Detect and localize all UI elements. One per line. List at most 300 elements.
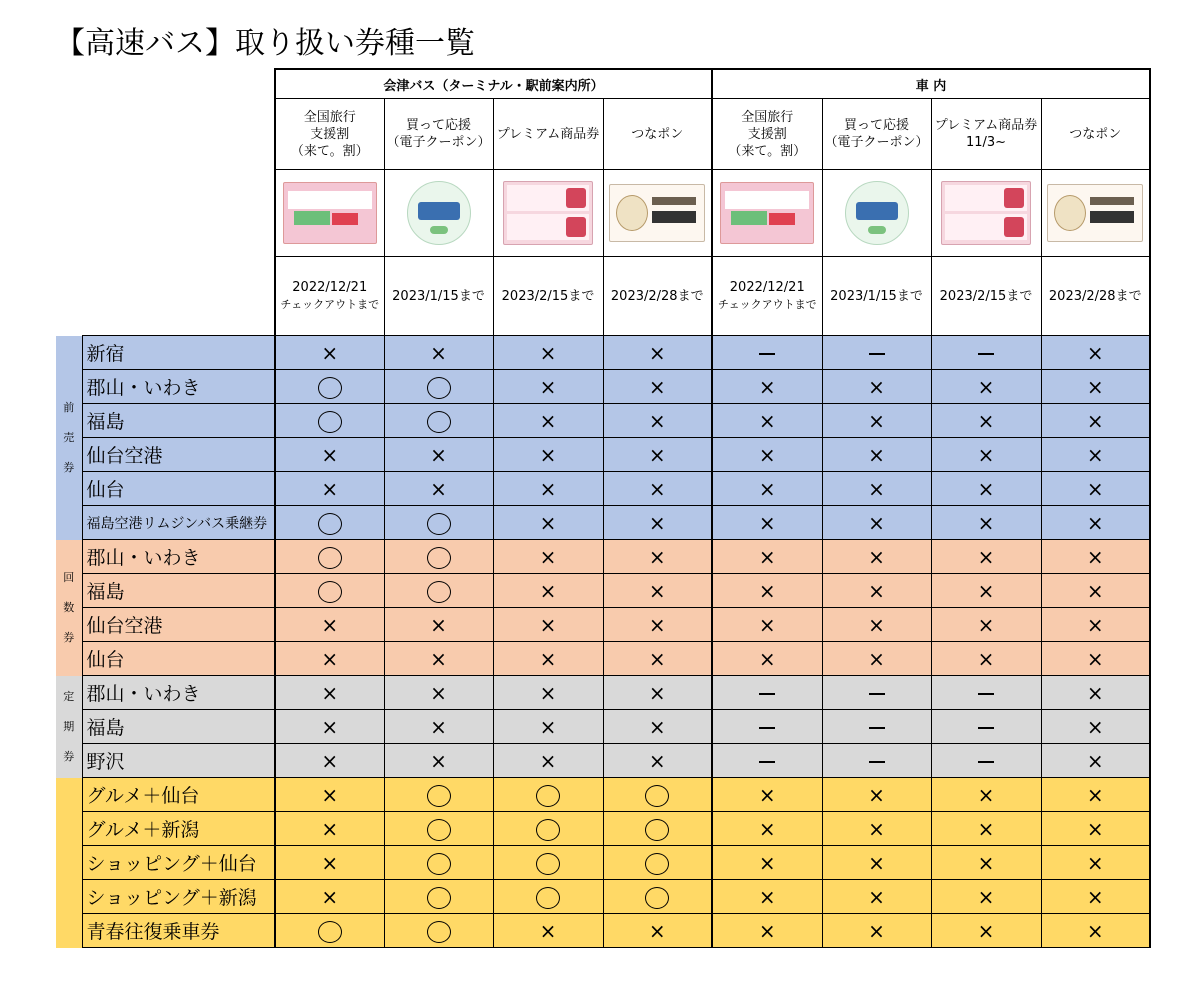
accepted-mark: [645, 819, 669, 841]
value-cell: [822, 778, 931, 812]
value-cell: [493, 472, 603, 506]
not-accepted-mark: ×: [648, 442, 666, 467]
not-accepted-mark: ×: [1086, 544, 1104, 569]
row-label: 福島: [82, 574, 275, 608]
value-cell: [931, 336, 1041, 370]
not-accepted-mark: ×: [539, 476, 557, 501]
column-header: 買って応援 （電子クーポン）: [822, 99, 931, 170]
not-accepted-mark: ×: [1086, 408, 1104, 433]
accepted-mark: [536, 887, 560, 909]
side-label-char: 券: [63, 630, 75, 644]
not-accepted-mark: ×: [539, 408, 557, 433]
row-label: グルメ＋新潟: [82, 812, 275, 846]
valid-until-cell: [603, 257, 712, 336]
value-cell: [712, 710, 822, 744]
value-cell: [603, 812, 712, 846]
value-cell: [712, 438, 822, 472]
not-accepted-mark: ×: [1086, 578, 1104, 603]
not-accepted-mark: ×: [868, 510, 885, 535]
not-accepted-mark: ×: [430, 646, 447, 671]
value-cell: [931, 710, 1041, 744]
value-cell: [712, 506, 822, 540]
table-row: [56, 914, 1150, 948]
valid-until-note: チェックアウトまで: [717, 298, 817, 311]
valid-until-date: 2023/2/15まで: [939, 288, 1033, 304]
value-cell: [275, 642, 384, 676]
not-accepted-mark: ×: [430, 680, 447, 705]
date-row: [56, 257, 1150, 336]
table-row: [56, 540, 1150, 574]
voucher-image-cell: [493, 170, 603, 257]
voucher-image-cell: [1041, 170, 1150, 257]
blank-corner: [56, 99, 275, 170]
value-cell: [275, 370, 384, 404]
not-accepted-mark: ×: [648, 544, 666, 569]
side-label-char: 定: [63, 689, 75, 703]
not-accepted-mark: ×: [539, 374, 557, 399]
not-accepted-mark: ×: [1086, 816, 1104, 841]
tsunapon-voucher-image: [1047, 184, 1143, 242]
value-cell: [493, 846, 603, 880]
value-cell: [931, 574, 1041, 608]
value-cell: [1041, 676, 1150, 710]
accepted-mark: [318, 513, 342, 535]
not-accepted-mark: ×: [758, 646, 776, 671]
value-cell: [1041, 812, 1150, 846]
not-accepted-mark: ×: [758, 612, 776, 637]
not-accepted-mark: ×: [539, 578, 557, 603]
value-cell: [822, 574, 931, 608]
not-accepted-mark: ×: [977, 578, 995, 603]
value-cell: [384, 778, 493, 812]
not-accepted-mark: ×: [1086, 918, 1104, 943]
value-cell: [384, 744, 493, 778]
travel-support-coupon-image: [283, 182, 377, 244]
not-accepted-mark: ×: [648, 578, 666, 603]
column-header: つなポン: [1041, 99, 1150, 170]
not-accepted-mark: ×: [758, 374, 776, 399]
value-cell: [275, 744, 384, 778]
value-cell: [603, 744, 712, 778]
value-cell: [1041, 914, 1150, 948]
value-cell: [712, 676, 822, 710]
valid-until-cell: [275, 257, 384, 336]
not-accepted-mark: ×: [868, 544, 885, 569]
voucher-image-cell: [275, 170, 384, 257]
blank-corner: [56, 257, 275, 336]
value-cell: [275, 778, 384, 812]
value-cell: [275, 472, 384, 506]
not-accepted-mark: ×: [539, 680, 557, 705]
value-cell: [1041, 336, 1150, 370]
row-label: 仙台: [82, 472, 275, 506]
accepted-mark: [427, 581, 451, 603]
column-header: 全国旅行 支援割 （来て。割）: [275, 99, 384, 170]
not-accepted-mark: ×: [321, 476, 339, 501]
not-accepted-mark: ×: [868, 782, 885, 807]
row-label: 青春往復乗車券: [82, 914, 275, 948]
not-accepted-mark: ×: [758, 442, 776, 467]
not-accepted-mark: ×: [977, 646, 995, 671]
value-cell: [384, 472, 493, 506]
value-cell: [384, 438, 493, 472]
section-side-label: [56, 778, 82, 948]
premium-voucher-image: [941, 181, 1031, 245]
not-accepted-mark: ×: [1086, 714, 1104, 739]
not-accepted-mark: ×: [321, 340, 339, 365]
value-cell: [384, 608, 493, 642]
not-accepted-mark: ×: [1086, 748, 1104, 773]
not-accepted-mark: ×: [430, 442, 447, 467]
image-row: [56, 170, 1150, 257]
table-row: [56, 846, 1150, 880]
not-accepted-mark: ×: [977, 918, 995, 943]
value-cell: [822, 336, 931, 370]
valid-until-date: 2023/1/15まで: [392, 288, 485, 304]
not-accepted-mark: ×: [648, 918, 666, 943]
value-cell: [493, 404, 603, 438]
value-cell: [822, 744, 931, 778]
voucher-image-cell: [822, 170, 931, 257]
blank-corner: [56, 170, 275, 257]
table-row: [56, 336, 1150, 370]
not-accepted-mark: ×: [977, 476, 995, 501]
value-cell: [384, 710, 493, 744]
not-accepted-mark: ×: [868, 476, 885, 501]
valid-until-date: 2023/2/15まで: [501, 288, 595, 304]
side-label-char: 券: [63, 460, 75, 474]
valid-until-date: 2022/12/21: [729, 280, 805, 295]
not-accepted-mark: ×: [1086, 612, 1104, 637]
row-label: 福島: [82, 404, 275, 438]
valid-until-note: チェックアウトまで: [280, 298, 380, 311]
row-label: 仙台空港: [82, 438, 275, 472]
value-cell: [712, 880, 822, 914]
travel-support-coupon-image: [720, 182, 814, 244]
not-accepted-mark: ×: [977, 544, 995, 569]
value-cell: [493, 812, 603, 846]
value-cell: [822, 642, 931, 676]
not-accepted-mark: ×: [868, 374, 885, 399]
value-cell: [384, 914, 493, 948]
value-cell: [493, 642, 603, 676]
not-accepted-mark: ×: [758, 408, 776, 433]
not-accepted-mark: ×: [868, 442, 885, 467]
voucher-image-cell: [712, 170, 822, 257]
value-cell: [931, 608, 1041, 642]
not-applicable-mark: [978, 761, 994, 763]
row-label: 郡山・いわき: [82, 540, 275, 574]
value-cell: [1041, 540, 1150, 574]
value-cell: [1041, 438, 1150, 472]
value-cell: [931, 676, 1041, 710]
value-cell: [603, 846, 712, 880]
premium-voucher-image: [503, 181, 593, 245]
value-cell: [822, 540, 931, 574]
value-cell: [712, 778, 822, 812]
not-accepted-mark: ×: [868, 918, 885, 943]
value-cell: [931, 812, 1041, 846]
value-cell: [822, 812, 931, 846]
value-cell: [712, 336, 822, 370]
value-cell: [931, 744, 1041, 778]
value-cell: [1041, 880, 1150, 914]
not-accepted-mark: ×: [1086, 374, 1104, 399]
value-cell: [931, 472, 1041, 506]
value-cell: [493, 778, 603, 812]
accepted-mark: [427, 921, 451, 943]
value-cell: [493, 438, 603, 472]
accepted-mark: [318, 581, 342, 603]
value-cell: [1041, 778, 1150, 812]
value-cell: [931, 778, 1041, 812]
accepted-mark: [427, 377, 451, 399]
value-cell: [275, 540, 384, 574]
row-label: 野沢: [82, 744, 275, 778]
value-cell: [1041, 370, 1150, 404]
value-cell: [822, 608, 931, 642]
not-accepted-mark: ×: [430, 714, 447, 739]
not-accepted-mark: ×: [321, 442, 339, 467]
not-accepted-mark: ×: [868, 884, 885, 909]
not-accepted-mark: ×: [648, 680, 666, 705]
row-label: 新宿: [82, 336, 275, 370]
row-label: 郡山・いわき: [82, 370, 275, 404]
value-cell: [712, 642, 822, 676]
value-cell: [493, 710, 603, 744]
side-label-char: 前: [63, 400, 75, 414]
voucher-image-cell: [603, 170, 712, 257]
not-accepted-mark: ×: [758, 782, 776, 807]
not-accepted-mark: ×: [539, 714, 557, 739]
value-cell: [1041, 710, 1150, 744]
accepted-mark: [318, 921, 342, 943]
accepted-mark: [536, 853, 560, 875]
not-accepted-mark: ×: [977, 442, 995, 467]
valid-until-date: 2023/2/28まで: [610, 288, 704, 304]
table-row: [56, 778, 1150, 812]
value-cell: [712, 744, 822, 778]
valid-until-cell: [1041, 257, 1150, 336]
value-cell: [493, 608, 603, 642]
value-cell: [712, 370, 822, 404]
value-cell: [712, 540, 822, 574]
value-cell: [1041, 846, 1150, 880]
accepted-mark: [427, 785, 451, 807]
not-accepted-mark: ×: [1086, 442, 1104, 467]
not-accepted-mark: ×: [758, 816, 776, 841]
not-applicable-mark: [978, 353, 994, 355]
not-accepted-mark: ×: [539, 646, 557, 671]
row-label: 仙台空港: [82, 608, 275, 642]
not-accepted-mark: ×: [758, 850, 776, 875]
not-accepted-mark: ×: [758, 476, 776, 501]
not-accepted-mark: ×: [977, 612, 995, 637]
not-applicable-mark: [978, 727, 994, 729]
table-row: [56, 472, 1150, 506]
value-cell: [822, 370, 931, 404]
not-accepted-mark: ×: [868, 850, 885, 875]
value-cell: [603, 642, 712, 676]
column-header: 買って応援 （電子クーポン）: [384, 99, 493, 170]
not-applicable-mark: [869, 727, 885, 729]
not-accepted-mark: ×: [1086, 510, 1104, 535]
not-accepted-mark: ×: [977, 510, 995, 535]
accepted-mark: [427, 819, 451, 841]
value-cell: [1041, 642, 1150, 676]
katte-ouen-coupon-image: [407, 181, 471, 245]
table-row: [56, 370, 1150, 404]
value-cell: [493, 880, 603, 914]
value-cell: [931, 642, 1041, 676]
row-label: 福島空港リムジンバス乗継券: [82, 506, 275, 540]
not-accepted-mark: ×: [321, 714, 339, 739]
table-row: [56, 404, 1150, 438]
not-accepted-mark: ×: [648, 714, 666, 739]
accepted-mark: [427, 411, 451, 433]
not-accepted-mark: ×: [868, 612, 885, 637]
value-cell: [275, 608, 384, 642]
not-accepted-mark: ×: [1086, 476, 1104, 501]
column-header: プレミアム商品券 11/3~: [931, 99, 1041, 170]
value-cell: [275, 336, 384, 370]
accepted-mark: [427, 513, 451, 535]
not-accepted-mark: ×: [430, 340, 447, 365]
tsunapon-voucher-image: [609, 184, 705, 242]
value-cell: [931, 438, 1041, 472]
not-accepted-mark: ×: [539, 612, 557, 637]
value-cell: [275, 710, 384, 744]
value-cell: [931, 846, 1041, 880]
valid-until-cell: [493, 257, 603, 336]
not-accepted-mark: ×: [758, 578, 776, 603]
value-cell: [822, 506, 931, 540]
value-cell: [384, 574, 493, 608]
valid-until-cell: [712, 257, 822, 336]
not-accepted-mark: ×: [648, 408, 666, 433]
row-label: 郡山・いわき: [82, 676, 275, 710]
value-cell: [712, 472, 822, 506]
column-header: 全国旅行 支援割 （来て。割）: [712, 99, 822, 170]
value-cell: [384, 846, 493, 880]
not-accepted-mark: ×: [539, 918, 557, 943]
not-accepted-mark: ×: [977, 884, 995, 909]
value-cell: [712, 404, 822, 438]
valid-until-date: 2022/12/21: [292, 280, 368, 295]
not-accepted-mark: ×: [321, 884, 339, 909]
value-cell: [603, 506, 712, 540]
value-cell: [931, 370, 1041, 404]
value-cell: [384, 370, 493, 404]
value-cell: [822, 438, 931, 472]
accepted-mark: [427, 547, 451, 569]
accepted-mark: [427, 853, 451, 875]
not-accepted-mark: ×: [539, 340, 557, 365]
value-cell: [384, 642, 493, 676]
not-applicable-mark: [759, 693, 775, 695]
column-header: プレミアム商品券: [493, 99, 603, 170]
accepted-mark: [318, 547, 342, 569]
accepted-mark: [645, 785, 669, 807]
not-accepted-mark: ×: [321, 612, 339, 637]
table-row: [56, 574, 1150, 608]
row-label: 仙台: [82, 642, 275, 676]
accepted-mark: [318, 411, 342, 433]
value-cell: [275, 404, 384, 438]
not-accepted-mark: ×: [648, 646, 666, 671]
value-cell: [384, 336, 493, 370]
row-label: ショッピング＋仙台: [82, 846, 275, 880]
not-accepted-mark: ×: [868, 408, 885, 433]
not-accepted-mark: ×: [648, 612, 666, 637]
value-cell: [822, 914, 931, 948]
value-cell: [275, 846, 384, 880]
not-accepted-mark: ×: [868, 646, 885, 671]
side-label-char: 数: [63, 600, 75, 614]
not-accepted-mark: ×: [758, 510, 776, 535]
value-cell: [493, 574, 603, 608]
section-side-label: [56, 336, 82, 540]
value-cell: [822, 846, 931, 880]
not-accepted-mark: ×: [648, 510, 666, 535]
value-cell: [603, 676, 712, 710]
value-cell: [603, 880, 712, 914]
value-cell: [275, 574, 384, 608]
value-cell: [603, 336, 712, 370]
value-cell: [931, 404, 1041, 438]
value-cell: [822, 404, 931, 438]
value-cell: [493, 370, 603, 404]
value-cell: [275, 506, 384, 540]
not-accepted-mark: ×: [648, 476, 666, 501]
value-cell: [603, 608, 712, 642]
not-accepted-mark: ×: [977, 816, 995, 841]
not-accepted-mark: ×: [1086, 680, 1104, 705]
page-title: 【高速バス】取り扱い券種一覧: [55, 26, 475, 61]
group-header-row: [56, 69, 1150, 99]
not-applicable-mark: [869, 353, 885, 355]
value-cell: [931, 880, 1041, 914]
not-accepted-mark: ×: [539, 748, 557, 773]
value-cell: [712, 914, 822, 948]
not-accepted-mark: ×: [977, 782, 995, 807]
voucher-image-cell: [931, 170, 1041, 257]
value-cell: [822, 676, 931, 710]
not-accepted-mark: ×: [648, 340, 666, 365]
not-applicable-mark: [869, 693, 885, 695]
not-accepted-mark: ×: [1086, 850, 1104, 875]
value-cell: [603, 438, 712, 472]
not-applicable-mark: [759, 761, 775, 763]
not-accepted-mark: ×: [430, 476, 447, 501]
not-accepted-mark: ×: [321, 850, 339, 875]
not-accepted-mark: ×: [321, 816, 339, 841]
table-row: [56, 642, 1150, 676]
value-cell: [493, 914, 603, 948]
table-row: [56, 744, 1150, 778]
accepted-mark: [645, 853, 669, 875]
not-accepted-mark: ×: [868, 578, 885, 603]
row-label: グルメ＋仙台: [82, 778, 275, 812]
blank-corner: [56, 69, 275, 99]
value-cell: [603, 370, 712, 404]
not-applicable-mark: [759, 353, 775, 355]
side-label-char: 券: [63, 749, 75, 763]
value-cell: [603, 540, 712, 574]
accepted-mark: [536, 819, 560, 841]
value-cell: [1041, 404, 1150, 438]
not-accepted-mark: ×: [1086, 646, 1104, 671]
